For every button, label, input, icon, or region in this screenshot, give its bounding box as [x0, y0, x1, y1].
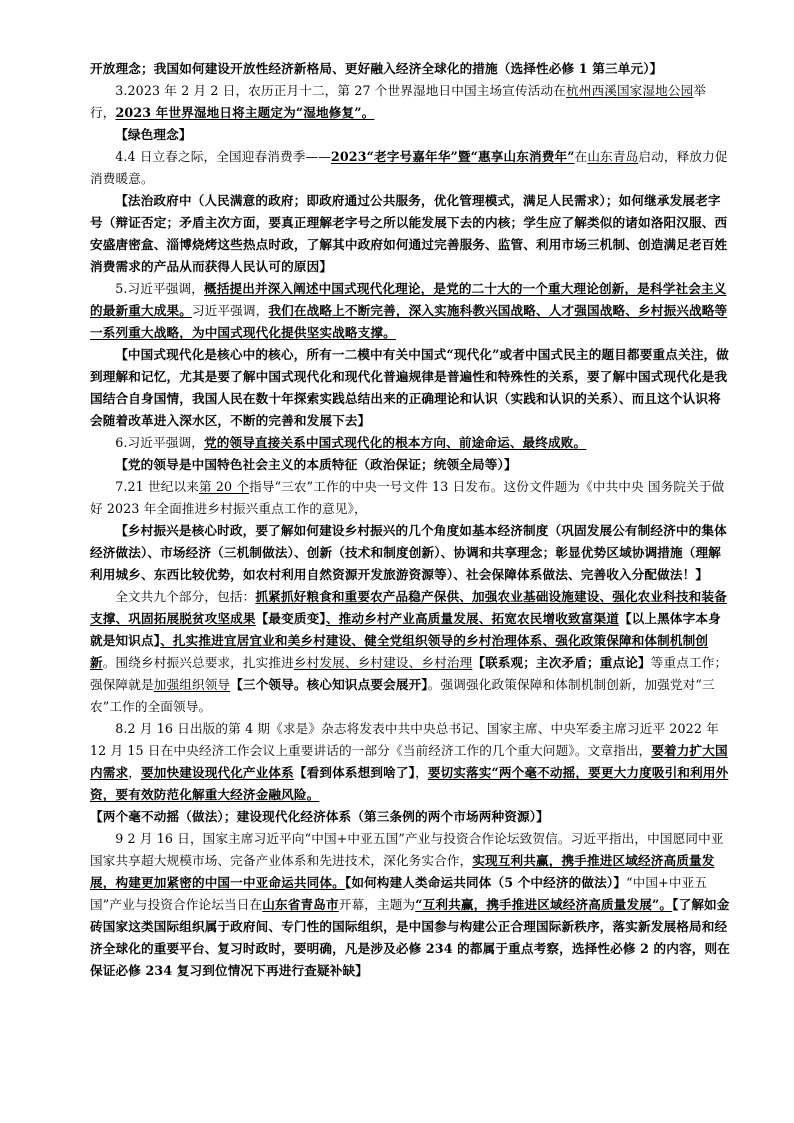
body-text: ，: [128, 765, 141, 780]
body-text: 全文共九个部分，包括：: [115, 589, 256, 604]
body-text: “中国+中亚五国”产业与投资合作论坛当日在: [90, 875, 708, 912]
underlined-text: “互利共赢，携手推进区域经济高质量发展”。: [415, 897, 673, 912]
body-text: 习近平强调，: [191, 303, 269, 318]
underlined-text: 抓紧抓好粮食和重要农产品稳产保供、加强农业基础设施建设、强化农业科技和装备支撑、巩固拓展脱贫攻坚成果: [90, 589, 727, 626]
body-text: 。强调强化政策保障和体制机制创新，加强党对“三农”工作的全面领导。: [90, 677, 715, 714]
bold-note-text: 【如何构建人类命运共同体（5 个中经济的做法）】: [344, 875, 627, 890]
underlined-text: 要加快建设现代化产业体系: [140, 765, 294, 780]
bold-note-text: 【联系观；主次矛盾；重点论】: [472, 655, 651, 670]
bold-note-text: 【以上黑体字本身就是知识点】: [90, 611, 721, 648]
bold-note-text: 【看到体系想到啥了】: [293, 765, 416, 780]
underlined-text: 我们在战略上不断完善，深入实施科教兴国战略、人才强国战略、乡村振兴战略等一系列重大战略，为中国式现代化提供坚实战略支撑。: [90, 303, 728, 340]
bold-note-text: 【绿色理念】: [115, 127, 192, 142]
body-text: 9 2 月 16 日，国家主席习近平向“中国+中亚五国”产业与投资合作论坛致贺信。习近平指出，中国愿同中亚国家共享超大规模市场、完备产业体系和先进技术，深化务实合作，: [90, 831, 724, 868]
bold-note-text: 【中国式现代化是核心中的核心，所有一二模中有关中国式“现代化”或者中国式民主的题目都要重点关注，做到理解和记忆，尤其是要了解中国式现代化和现代化普遍规律是普遍性和特殊性的关系，要了解中国式现代化是我国结合自身国情，我国人民在数十年探索实践总结出来的正确理论和认识（实践和认识的关系）、而且这个认识将会随着改革进入深水区，不断的完善和发展下去】: [90, 347, 729, 428]
body-text: 5.习近平强调，: [115, 281, 204, 296]
underlined-text: 乡村发展、乡村建设、乡村治理: [293, 655, 473, 670]
underlined-text: 党的领导直接关系中国式现代化的根本方向、前途命运、最终成败。: [203, 435, 587, 450]
underlined-text: 2023“老字号嘉年华”暨“惠享山东消费年”: [330, 149, 575, 164]
underlined-text: 实现互利共赢，携手推进区域经济高质量发展，构建更加紧密的中国一中亚命运共同体。: [90, 853, 715, 890]
body-text: 在: [574, 149, 588, 164]
underlined-text: 山东青岛: [587, 149, 639, 164]
underlined-text: 、推动乡村产业高质量发展、拓宽农民增收致富渠道: [325, 611, 619, 626]
paragraph: [90, 476, 730, 520]
underlined-text: 加强组织领导: [153, 677, 231, 692]
underlined-text: 要切实落实“两个毫不动摇，要更大力度吸引和利用外资，要有效防范化解重大经济金融风险。: [90, 765, 729, 802]
body-text: 开幕，主题为: [338, 897, 416, 912]
paragraph: [90, 454, 730, 476]
body-text: 。围绕乡村振兴总要求，扎实推进: [102, 655, 294, 670]
body-text: ，: [415, 765, 428, 780]
body-text: 3.2023 年 2 月 2 日，农历正月十二，第 27 个世界湿地日中国主场宣传活动在: [115, 83, 566, 98]
underlined-text: 要着力扩大国内需求: [90, 743, 728, 780]
underlined-text: 山东省青岛市: [262, 897, 339, 912]
body-text: 7.21 世纪以来: [115, 479, 199, 494]
paragraph: [90, 432, 730, 454]
bold-note-text: 【了解如金砖国家这类国际组织属于政府间、专门性的国际组织，是中国参与构建公正合理国际新秩序，落实新发展格局和经济全球化的重要平台、复习时政时，要明确，凡是涉及必修 234 的都属于重点考察，选择性必修 2 的内容，则在保证必修 234 复习到位情况下再进行查疑补缺】: [90, 897, 731, 978]
paragraph: [90, 80, 730, 124]
paragraph: [90, 190, 730, 278]
body-text: 等重点工作；强保障就是: [90, 655, 728, 692]
body-text: 4.4 日立春之际，全国迎春消费季——: [115, 149, 331, 164]
bold-note-text: 【最变质变】: [255, 611, 326, 626]
body-text: 指导“三农”工作的中央一号文件 13 日发布。这份文件题为《中共中央 国务院关于做好 2023 年全面推进乡村振兴重点工作的意见》，: [90, 479, 725, 516]
paragraph: [90, 146, 730, 190]
underlined-text: 杭州西溪国家湿地公园: [565, 83, 694, 98]
document-page: [90, 58, 730, 982]
body-text: 启动，释放力促消费暖意。: [90, 149, 728, 186]
paragraph: [90, 586, 730, 718]
underlined-text: 2023 年世界湿地日将主题定为“湿地修复”。: [115, 105, 375, 120]
paragraph: [90, 58, 730, 80]
underlined-text: 、扎实推进宜居宜业和美乡村建设、健全党组织领导的乡村治理体系、强化政策保障和体制机制创新: [90, 633, 709, 670]
bold-note-text: 【法治政府中（人民满意的政府；即政府通过公共服务，优化管理模式，满足人民需求）；如何继承发展老字号（辩证否定；矛盾主次方面，要真正理解老字号之所以能发展下去的内核；学生应了解类似的诸如洛阳汉服、西安盛唐密盒、淄博烧烤这些热点时政，了解其中政府如何通过完善服务、监管、利用市场三机制、创造满足老百姓消费需求的产品从而获得人民认可的原因】: [90, 193, 728, 274]
paragraph: [90, 278, 730, 344]
body-text: 6.习近平强调，: [115, 435, 204, 450]
bold-note-text: 【两个毫不动摇（做法）；建设现代化经济体系（第三条例的两个市场两种资源）】: [90, 809, 549, 824]
paragraph: [90, 806, 730, 828]
bold-note-text: 开放理念；我国如何建设开放性经济新格局、更好融入经济全球化的措施（选择性必修 1 第三单元）】: [90, 61, 663, 76]
bold-note-text: 【乡村振兴是核心时政，要了解如何建设乡村振兴的几个角度如基本经济制度（巩固发展公有制经济中的集体经济做法）、市场经济（三机制做法）、创新（技术和制度创新）、协调和共享理念；彰显优势区域协调措施（理解利用城乡、东西比较优势，如农村利用自然资源开发旅游资源等）、社会保障体系做法、完善收入分配做法！】: [90, 523, 727, 582]
paragraph: [90, 520, 730, 586]
bold-note-text: 【三个领导。核心知识点要会展开】: [230, 677, 428, 692]
paragraph: [90, 828, 730, 982]
body-text: 举行，: [90, 83, 707, 120]
paragraph: [90, 124, 730, 146]
bold-note-text: 【党的领导是中国特色社会主义的本质特征（政治保证；统领全局等）】: [115, 457, 517, 472]
paragraph: [90, 718, 730, 806]
paragraph: [90, 344, 730, 432]
underlined-text: 第 20 个: [198, 479, 250, 494]
body-text: 8.2 月 16 日出版的第 4 期《求是》杂志将发表中共中央总书记、国家主席、中央军委主席习近平 2022 年 12 月 15 日在中央经济工作会议上重要讲话的一部分《当前经济工作的几个重大问题》。文章指出，: [90, 721, 719, 758]
underlined-text: 概括提出并深入阐述中国式现代化理论，是党的二十大的一个重大理论创新，是科学社会主义的最新重大成果。: [90, 281, 727, 318]
